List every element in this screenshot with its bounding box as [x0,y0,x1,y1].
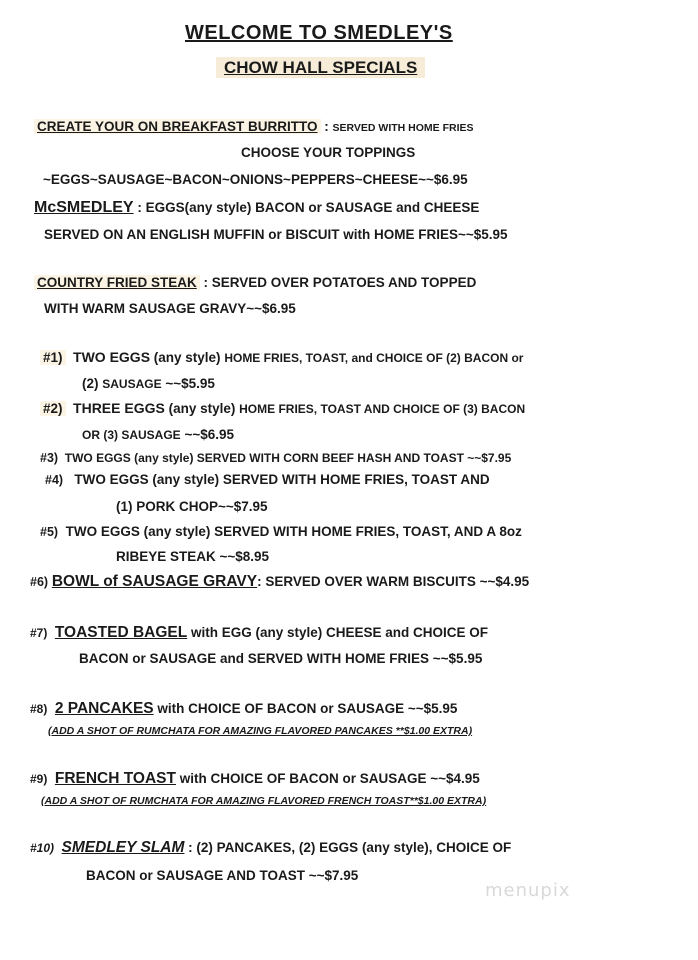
menu-item-mcsmedley [34,199,479,217]
item-line1: with CHOICE OF BACON or SAUSAGE ~~$4.95 [176,771,480,786]
item-2-line2 [82,427,234,442]
item-num: #4) [45,473,64,487]
item-sep: : [320,119,333,134]
item-name: COUNTRY FRIED STEAK [34,275,200,290]
menu-item-burrito [34,119,474,134]
item-num: #10) [30,841,55,855]
item-1-line2 [82,376,215,391]
item-line2-b: SAUSAGE [121,428,181,442]
menu-item-8 [30,700,457,718]
item-num: #9) [30,772,48,786]
item-num: #5) [40,525,59,539]
menu-item-1 [40,349,523,365]
menu-item-steak [34,275,476,290]
item-name: CREATE YOUR ON BREAKFAST BURRITTO [34,119,321,134]
menu-item-3 [40,451,511,465]
burrito-toppings: ~EGGS~SAUSAGE~BACON~ONIONS~PEPPERS~CHEESE~~$6.95 [43,172,468,187]
item-line2-b: SAUSAGE [102,377,162,391]
item-name: BOWL of SAUSAGE GRAVY [51,573,258,590]
item-lead: THREE EGGS [73,400,165,416]
item-style: (any style) [150,350,225,365]
item-served: SERVED WITH HOME FRIES [332,122,474,134]
item-lead: TWO EGGS [73,349,151,365]
menu-item-9 [30,770,480,788]
burrito-choose: CHOOSE YOUR TOPPINGS [241,145,416,160]
item-name: TOASTED BAGEL [54,624,188,641]
item-num: #7) [30,626,48,640]
menu-item-7 [30,624,488,642]
subtitle-text: CHOW HALL SPECIALS [216,57,425,78]
item-line1: with CHOICE OF BACON or SAUSAGE ~~$5.95 [153,701,458,716]
item-line1: SERVED OVER POTATOES AND TOPPED [211,275,477,290]
item-line1: TWO EGGS (any style) SERVED WITH HOME FRIES, TOAST, AND A 8oz [65,524,522,539]
item-num: #6) [30,575,49,589]
item-line1: HOME FRIES, TOAST, and CHOICE OF (2) BACON or [224,351,524,365]
item-line1: : (2) PANCAKES, (2) EGGS (any style), CHOICE OF [184,840,512,855]
menu-item-2 [40,400,525,416]
item-num: #2) [40,401,66,416]
menu-item-4 [45,472,490,487]
item-4-line2: (1) PORK CHOP~~$7.95 [116,499,268,514]
item-line1: EGGS(any style) BACON or SAUSAGE and CHEESE [145,200,480,215]
item-line1: HOME FRIES, TOAST AND CHOICE OF (3) BACON [239,402,526,416]
item-num: #8) [30,702,48,716]
page-subtitle [216,58,425,78]
item-name: SMEDLEY SLAM [61,839,185,856]
item-name: FRENCH TOAST [54,770,176,787]
item-9-note: (ADD A SHOT OF RUMCHATA FOR AMAZING FLAVORED FRENCH TOAST**$1.00 EXTRA) [41,795,487,807]
item-7-line2: BACON or SAUSAGE and SERVED WITH HOME FRIES ~~$5.95 [79,651,483,666]
menu-item-6 [30,573,529,591]
item-num: #1) [40,350,66,365]
watermark-logo: menupix [485,880,571,901]
item-line2-a: (2) [82,376,103,391]
item-line2-c: ~~$6.95 [180,427,234,442]
item-line2-c: ~~$5.95 [161,376,215,391]
item-rest: : SERVED OVER WARM BISCUITS ~~$4.95 [257,574,530,589]
item-sep: : [199,275,212,290]
item-line1: TWO EGGS (any style) SERVED WITH HOME FRIES, TOAST AND [74,472,490,487]
item-text: TWO EGGS (any style) SERVED WITH CORN BEEF HASH AND TOAST ~~$7.95 [64,451,512,465]
menu-item-10 [30,839,511,857]
item-line1: with EGG (any style) CHEESE and CHOICE OF [187,625,488,640]
item-sep: : [133,200,146,215]
menu-item-5 [40,524,522,539]
page-title: WELCOME TO SMEDLEY'S [185,22,453,44]
item-5-line2: RIBEYE STEAK ~~$8.95 [116,549,270,564]
item-style: (any style) [164,401,240,416]
item-line2-a: OR (3) [82,428,122,442]
item-8-note: (ADD A SHOT OF RUMCHATA FOR AMAZING FLAVORED PANCAKES **$1.00 EXTRA) [48,725,473,737]
steak-line2: WITH WARM SAUSAGE GRAVY~~$6.95 [44,301,296,316]
item-name: McSMEDLEY [34,199,134,216]
item-10-line2: BACON or SAUSAGE AND TOAST ~~$7.95 [86,868,359,883]
item-name: 2 PANCAKES [54,700,154,717]
mcsmedley-line2: SERVED ON AN ENGLISH MUFFIN or BISCUIT with HOME FRIES~~$5.95 [44,227,508,242]
item-num: #3) [40,451,59,465]
